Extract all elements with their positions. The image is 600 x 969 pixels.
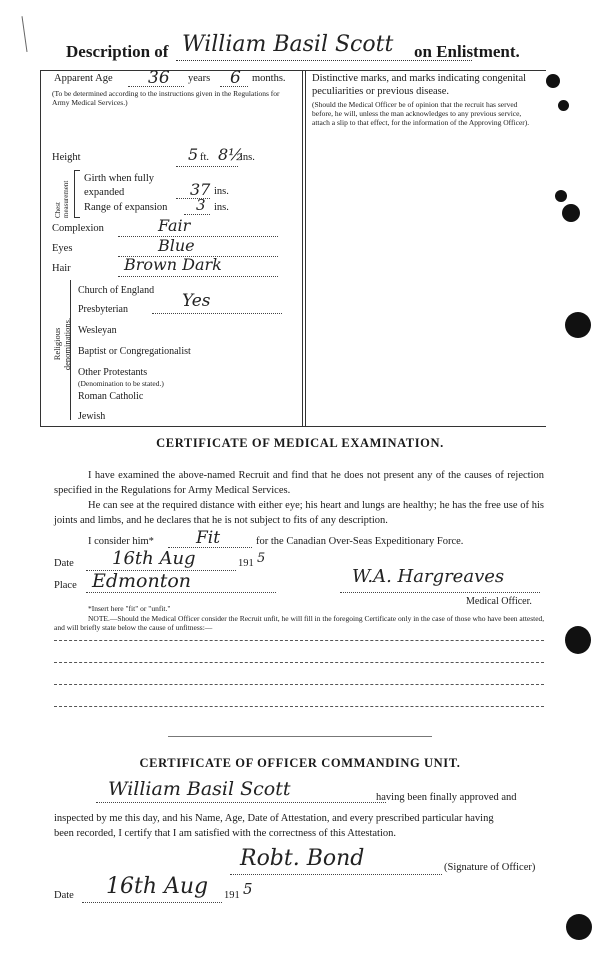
place-label: Place bbox=[54, 580, 77, 591]
height-in-value: 8½ bbox=[218, 145, 244, 164]
header-suffix: on Enlistment. bbox=[414, 42, 520, 61]
ins-label: ins. bbox=[240, 152, 255, 163]
chest-brace bbox=[74, 170, 80, 218]
medical-para-2: He can see at the required distance with either eye; his heart and lungs are healthy; he has the free use of his joints and limbs, and he declares that he is not subject to fits of any description. bbox=[54, 500, 544, 526]
girth-unit: ins. bbox=[214, 186, 229, 197]
height-line bbox=[176, 166, 238, 167]
medical-year-hand: 5 bbox=[257, 551, 266, 566]
officer-year-hand: 5 bbox=[243, 880, 253, 898]
religion-label: Religious denominations. bbox=[52, 317, 72, 371]
unfit-line-1 bbox=[54, 640, 544, 641]
officer-signature-label: (Signature of Officer) bbox=[444, 862, 536, 873]
medical-date-value: 16th Aug bbox=[112, 548, 196, 569]
frame-divider bbox=[302, 70, 303, 426]
religion-row-wesleyan bbox=[78, 320, 298, 337]
age-months-line bbox=[220, 86, 248, 87]
margin-mark bbox=[22, 16, 29, 52]
medical-signature-line bbox=[340, 592, 540, 593]
binder-hole-6 bbox=[565, 626, 591, 654]
frame-divider-2 bbox=[305, 70, 306, 426]
officer-certificate-title: CERTIFICATE OF OFFICER COMMANDING UNIT. bbox=[139, 756, 461, 770]
religion-presbyterian: Presbyterian bbox=[78, 304, 128, 315]
fit-footnote: *Insert here "fit" or "unfit." bbox=[88, 604, 171, 613]
consider-value: Fit bbox=[196, 528, 221, 548]
officer-signature-line bbox=[230, 874, 442, 875]
binder-hole-7 bbox=[566, 914, 592, 940]
page-header bbox=[66, 32, 586, 66]
frame-top bbox=[40, 70, 546, 71]
binder-hole-5 bbox=[565, 312, 591, 338]
consider-suffix: for the Canadian Over-Seas Expeditionary Force. bbox=[256, 536, 464, 547]
distinctive-marks-note: (Should the Medical Officer be of opinion that the recruit has served before, he will, unless the man acknowledges to any previous service, attach a slip to that effect, for the information of the Approving Officer). bbox=[312, 100, 530, 127]
officer-name-value: William Basil Scott bbox=[108, 778, 291, 800]
range-value: 3 bbox=[196, 196, 206, 214]
complexion-value: Fair bbox=[158, 216, 191, 235]
religion-row-roman-catholic bbox=[78, 386, 298, 403]
age-months-value: 6 bbox=[230, 68, 241, 88]
medical-officer-label: Medical Officer. bbox=[466, 596, 532, 607]
officer-line-3: been recorded, I certify that I am satisfied with the correctness of this Attestation. bbox=[54, 828, 397, 839]
presbyterian-value: Yes bbox=[182, 291, 211, 311]
frame-bottom bbox=[40, 426, 546, 427]
eyes-value: Blue bbox=[158, 236, 195, 255]
complexion-label: Complexion bbox=[52, 223, 104, 234]
binder-hole-2 bbox=[558, 100, 569, 111]
height-ft-value: 5 bbox=[188, 145, 199, 164]
hair-line bbox=[118, 276, 278, 277]
age-note: (To be determined according to the instructions given in the Regulations for Army Medical Services.) bbox=[52, 89, 280, 107]
religion-wesleyan: Wesleyan bbox=[78, 325, 117, 336]
binder-hole-3 bbox=[555, 190, 567, 202]
religion-denomination-note: (Denomination to be stated.) bbox=[78, 379, 164, 388]
binder-hole-1 bbox=[546, 74, 560, 88]
place-line bbox=[86, 592, 276, 593]
consider-prefix: I consider him* bbox=[88, 536, 154, 547]
religion-jewish: Jewish bbox=[78, 411, 106, 422]
medical-certificate-title: CERTIFICATE OF MEDICAL EXAMINATION. bbox=[156, 436, 444, 450]
officer-line-2: inspected by me this day, and his Name, Age, Date of Attestation, and every prescribed particular having bbox=[54, 813, 494, 824]
officer-year-printed: 191 bbox=[224, 890, 240, 901]
religion-other-protestants: Other Protestants bbox=[78, 367, 148, 378]
medical-year-printed: 191 bbox=[238, 558, 254, 569]
officer-date-value: 16th Aug bbox=[106, 874, 209, 899]
height-label: Height bbox=[52, 152, 81, 163]
frame-left bbox=[40, 70, 41, 426]
range-label: Range of expansion bbox=[84, 202, 168, 213]
religion-brace bbox=[70, 280, 71, 420]
binder-hole-4 bbox=[562, 204, 580, 222]
range-unit: ins. bbox=[214, 202, 229, 213]
unfitness-note: NOTE.—Should the Medical Officer consider the Recruit unfit, he will fill in the foregoing Certificate only in the case of those who have been attested, and will briefly state below the cause of unfitness:— bbox=[54, 614, 545, 632]
presbyterian-line bbox=[152, 313, 282, 314]
apparent-age-label: Apparent Age bbox=[54, 73, 113, 84]
religion-row-denomination-note bbox=[78, 373, 298, 388]
complexion-line bbox=[118, 236, 278, 237]
distinctive-marks-heading: Distinctive marks, and marks indicating congenital peculiarities or previous disease. bbox=[312, 73, 527, 97]
religion-church-of-england: Church of England bbox=[78, 285, 155, 296]
ft-label: ft. bbox=[200, 152, 210, 163]
religion-row-baptist bbox=[78, 341, 298, 358]
chest-label: Chest measurement bbox=[54, 180, 70, 218]
medical-officer-signature: W.A. Hargreaves bbox=[352, 566, 505, 587]
years-label: years bbox=[188, 73, 211, 84]
religion-row-jewish bbox=[78, 406, 298, 423]
religion-baptist: Baptist or Congregationalist bbox=[78, 346, 191, 357]
header-prefix: Description of bbox=[66, 42, 169, 61]
officer-line1-suffix: having been finally approved and bbox=[376, 792, 517, 803]
religion-roman-catholic: Roman Catholic bbox=[78, 391, 144, 402]
unfit-line-4 bbox=[54, 706, 544, 707]
section-separator bbox=[168, 736, 432, 737]
officer-signature: Robt. Bond bbox=[240, 846, 365, 871]
religion-row-presbyterian bbox=[78, 291, 298, 316]
officer-date-label: Date bbox=[54, 890, 74, 901]
place-value: Edmonton bbox=[92, 570, 192, 592]
unfit-line-2 bbox=[54, 662, 544, 663]
unfit-line-3 bbox=[54, 684, 544, 685]
months-label: months. bbox=[252, 73, 286, 84]
medical-para-1: I have examined the above-named Recruit and find that he does not present any of the causes of rejection specified in the Regulations for Army Medical Services. bbox=[54, 470, 544, 496]
hair-label: Hair bbox=[52, 263, 71, 274]
hair-value: Brown Dark bbox=[124, 255, 222, 274]
officer-date-line bbox=[82, 902, 222, 903]
age-years-line bbox=[128, 86, 184, 87]
medical-date-label: Date bbox=[54, 558, 74, 569]
age-years-value: 36 bbox=[148, 68, 170, 88]
officer-name-line bbox=[96, 802, 386, 803]
girth-value: 37 bbox=[190, 180, 211, 199]
header-name: William Basil Scott bbox=[182, 32, 394, 57]
eyes-label: Eyes bbox=[52, 243, 73, 254]
girth-label: Girth when fully expanded bbox=[84, 173, 154, 198]
range-line bbox=[184, 214, 210, 215]
